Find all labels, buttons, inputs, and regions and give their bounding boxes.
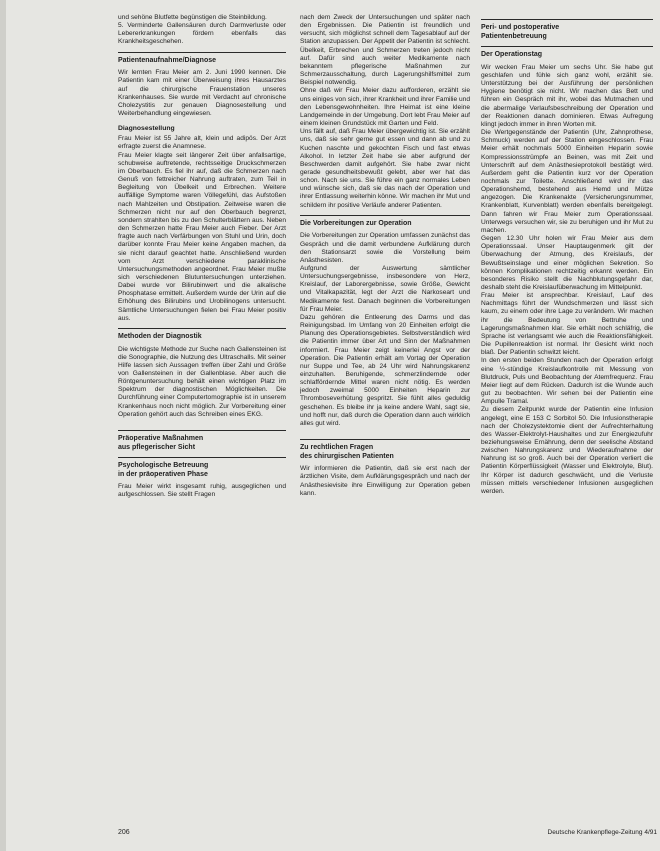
scan-edge <box>0 0 6 851</box>
column-middle <box>300 14 470 824</box>
page-number: 206 <box>118 829 130 836</box>
column-right <box>481 14 653 824</box>
paragraph-psychologische: Frau Meier wirkt insgesamt ruhig, ausgeglichen und aufgeschlossen. Sie stellt Fragen <box>118 483 286 499</box>
heading-patientenaufnahme: Patientenaufnahme/Diagnose <box>118 56 217 64</box>
paragraph-diagnosestellung: Frau Meier ist 55 Jahre alt, klein und adipös. Der Arzt erfragte zuerst die Anamnese. Frau Meier klagte seit längerer Zeit über anfallsartige, schubweise auftretende, rechtsseitige Druckschmerzen im Oberbauch. Es fiel ihr auf, daß die Schmerzen nach Genuß von fettreicher Nahrung auftraten, zum Teil in Begleitung von Übelkeit und Erbrechen. Weitere auffällige Symptome waren Völlegefühl, das Aufstoßen nach Mahlzeiten und Obstipation. Zeitweise waren die Schmerzen nicht nur auf den Oberbauch begrenzt, sondern strahlten bis zu den Schulterblättern aus. Neben den Schmerzen hatte Frau Meier auch Fieber. Der Arzt fragte auch nach Verfärbungen von Stuhl und Urin, doch darüber konnte Frau Meier keine Angaben machen, da sie nicht darauf geachtet hatte. Anschließend wurden vom Arzt verschiedene paraklinische Untersuchungsmethoden angeordnet. Frau Meier mußte sich verschiedenen Blutuntersuchungen unterziehen. Dabei wurde vor Bilirubinwert und die alkalische Phosphatase ermittelt. Außerdem wurde der Urin auf die Erhöhung des Bilirubins und Urobilinogens untersucht. Sämtliche Untersuchungen fielen bei Frau Meier positiv aus. <box>118 135 286 322</box>
section-divider <box>481 46 653 47</box>
section-divider <box>118 328 286 329</box>
section-divider <box>481 19 653 20</box>
heading-patientenbetreuung: Peri- und postoperative Patientenbetreuung <box>481 24 560 40</box>
subheading-diagnosestellung: Diagnosestellung <box>118 125 175 133</box>
paragraph-operationstag: Wir wecken Frau Meier um sechs Uhr. Sie habe gut geschlafen und fühle sich ganz wohl, erzählt sie. Unterstützung bei der Ausführung der persönlichen Hygiene benötigt sie nicht. Wir machen das Bett und führen ein Gespräch mit ihr, wobei das Mutmachen und die abermalige Verlaufsbeschreibung der Operation und der Reaktionen danach dominieren. Etwas Aufregung klingt jedoch immer in ihren Worten mit. Die Wertgegenstände der Patientin (Uhr, Zahnprothese, Schmuck) werden auf der Station eingeschlossen. Frau Meier erhält nochmals 5000 Einheiten Heparin sowie Kompressionsstrümpfe an Beinen, was mit Zeit und Unterschrift auf dem Anästhesieprotokoll bestätigt wird. Außerdem geht die Patientin kurz vor der Operation nochmals zur Toilette. Anschließend wird ihr das Operationshemd, bestehend aus Hemd und Mütze angezogen. Die Krankenakte (Versicherungsnummer, Krankenblatt, Kurvenblatt) werden ebenfalls bereitgelegt. Dann fahren wir Frau Meier zum Operationssaal. Unterwegs versuchen wir, sie zu beruhigen und ihr Mut zu machen. Gegen 12.30 Uhr holen wir Frau Meier aus dem Operationssaal. Unser Hauptaugenmerk gilt der Überwachung der Atmung, des Kreislaufs, der Bewußtseinslage und einer möglichen Sekretion. So können Komplikationen rechtzeitig erkannt werden. Ein besonderes Risiko stellt die Nachblutungsgefahr dar, deshalb steht die Kreislaufüberwachung im Mittelpunkt. Frau Meier ist ansprechbar. Kreislauf, Lauf des Nachmittags führt der Wundschmerzen und lässt sich kaum, zu einem oder ihre Lage zu verändern. Wir machen ihr die Bedeutung von Bettruhe und Lagerungsmaßnahmen klar. Sie erhält noch schläfrig, die Sprache ist verlangsamt wie auch die Reaktionsfähigkeit. Die Pupillenreaktion ist normal. Ihr Gesicht wirkt noch blaß. Der Patientin schwitzt leicht. In den ersten beiden Stunden nach der Operation erfolgt eine ½-stündige Kreislaufkontrolle mit Messung von Blutdruck, Puls und Beobachtung der Atemfrequenz. Frau Meier liegt auf dem Rücken. Dadurch ist die Wunde auch gut zu beobachten. Wir sehen bei der Patientin eine Ampulle Tramal. Zu diesem Zeitpunkt wurde der Patientin eine Infusion angelegt, eine E 153 C Sorbitol 50. Die Infusionstherapie nach der Cholezystektomie dient der Aufrechterhaltung des Wasser-Elektrolyt-Haushaltes und zur Energiezufuhr beziehungsweise Ernährung, denn der seelische Abstand zwischen Nahrungskarenz und Wiederaufnahme der Nahrung ist so groß. Auch bei der Operation verliert die Patientin Körperflüssigkeit (Wasser und Elektrolyte, Blut). Ihr Körper ist dadurch geschwächt, und die Verluste müssen mittels verschiedener Infusionen ausgeglichen werden. <box>481 63 653 495</box>
intro-paragraph: und sehöne Blutfette begünstigen die Steinbildung. 5. Verminderte Gallensäuren durch Darmverluste oder Lebererkrankungen fördern ebenfalls das Krankheitsgeschehen. <box>118 14 286 46</box>
heading-operationstag: Der Operationstag <box>481 51 543 59</box>
section-divider <box>118 430 286 431</box>
column-left <box>118 14 286 824</box>
paragraph-patientenaufnahme: Wir lernten Frau Meier am 2. Juni 1990 kennen. Die Patientin kam mit einer Überweisung ihres Hausarztes auf die chirurgische Frauenstation unseres Krankenhauses. Sie wurde mit Verdacht auf chronische Cholezystitis zur genauen Diagnosestellung und Weiterbehandlung eingewiesen. <box>118 69 286 117</box>
publication-footer: Deutsche Krankenpflege-Zeitung 4/91 <box>547 829 657 836</box>
section-divider <box>118 457 286 458</box>
section-divider <box>118 52 286 53</box>
heading-psychologische: Psychologische Betreuung in der präoperativen Phase <box>118 462 209 478</box>
section-divider <box>300 215 470 216</box>
heading-methoden: Methoden der Diagnostik <box>118 332 202 340</box>
section-divider <box>300 439 470 440</box>
paragraph-rechtliche-fragen: Wir informieren die Patientin, daß sie erst nach der ärztlichen Visite, dem Aufklärungsgespräch und nach der Anästhesievisite ihre Einwilligung zur Operation geben kann. <box>300 465 470 497</box>
heading-praeoperative: Präoperative Maßnahmen aus pflegerischer Sicht <box>118 434 204 451</box>
heading-rechtliche-fragen: Zu rechtlichen Fragen des chirurgischen Patienten <box>300 444 394 460</box>
paragraph-continued: nach dem Zweck der Untersuchungen und später nach den Ergebnissen. Die Patientin ist freundlich und versucht, sich möglichst schnell dem Tagesablauf auf der Station anzupassen. Der Appetit der Patientin ist schlecht. Übelkeit, Erbrechen und Schmerzen treten jedoch nicht auf. Dafür sind auch weiter Medikamente nach bekanntem pflegerische Maßnahmen zur Schmerzausschaltung, durch Lagerungshilfsmittel zum Beispiel notwendig. Ohne daß wir Frau Meier dazu aufforderen, erzählt sie uns einiges von sich, ihrer Krankheit und ihrer Familie und den Lebensgewohnheiten. Ihre Heimat ist eine kleine Landgemeinde in der Umgebung. Dort lebt Frau Meier auf einem kleinen Grundstück mit Garten und Feld. Uns fällt auf, daß Frau Meier übergewichtig ist. Sie erzählt uns, daß sie sehr gerne gut essen und dann ab und zu Kuchen naschte und gekochten Fisch und fast etwas Alkohol. In letzter Zeit habe sie aber aufgrund der Beschwerden damit aufgehört. Sie habe zwar nicht gerade gesundheitsbewußt gelebt, aber wer hat das schon. Nach sie uns. Sie führe ein ganz normales Leben und wünsche sich, daß sie das nach der Operation und ihrer Entlassung weiterhin könne. Wir machen ihr Mut und schildern ihr positive Verläufe anderer Patienten. <box>300 14 470 209</box>
paragraph-methoden: Die wichtigste Methode zur Suche nach Gallensteinen ist die Sonographie, die Nutzung des Ultraschalls. Mit seiner Hilfe lassen sich Aussagen treffen über Zahl und Größe von Gallensteinen in der Gallenblase. Aber auch die Röntgenuntersuchung behält einen wichtigen Platz im Spektrum der diagnostischen Möglichkeiten. Die Durchführung einer Computertomographie ist in unserem Krankenhaus noch nicht möglich. Zur Vorbereitung einer Operation gehört auch das Schreiben eines EKG. <box>118 345 286 418</box>
heading-vorbereitungen: Die Vorbereitungen zur Operation <box>300 219 412 227</box>
paragraph-vorbereitungen: Die Vorbereitungen zur Operation umfassen zunächst das Gespräch und die damit verbundene Aufklärung durch den Stationsarzt sowie die Vorstellung beim Anästhesisten. Aufgrund der Auswertung sämtlicher Untersuchungsergebnisse, insbesondere von Herz, Kreislauf, der Laborergebnisse, sowie Größe, Gewicht und Vitalkapazität, legt der Arzt die Narkoseart und Medikamente fest. Danach beginnen die Vorbereitungen für Frau Meier. Dazu gehören die Entleerung des Darms und das Reinigungsbad. Im Umfang von 20 Einheiten erfolgt die Planung des Operationsgebietes. Selbstverständlich wird die Patientin immer über Art und Sinn der Maßnahmen informiert. Frau Meier zeigt keinerlei Angst vor der Operation. Die Patientin erhält am Vortag der Operation nur Suppe und Tee, ab 24 Uhr wird Nahrungskarenz einzuhalten. Beruhigende, schmerzlindernde oder schlaffördernde Mittel waren nicht nötig. Es werden jedoch zweimal 5000 Einheiten Heparin zur Thromboseverhütung gespritzt. Sie fühlt alles geduldig geschehen. Es bleibe ihr ja keine andere Wahl, sagt sie, und hofft nur, daß durch die Operation dann auch wirklich alles gut wird. <box>300 232 470 427</box>
